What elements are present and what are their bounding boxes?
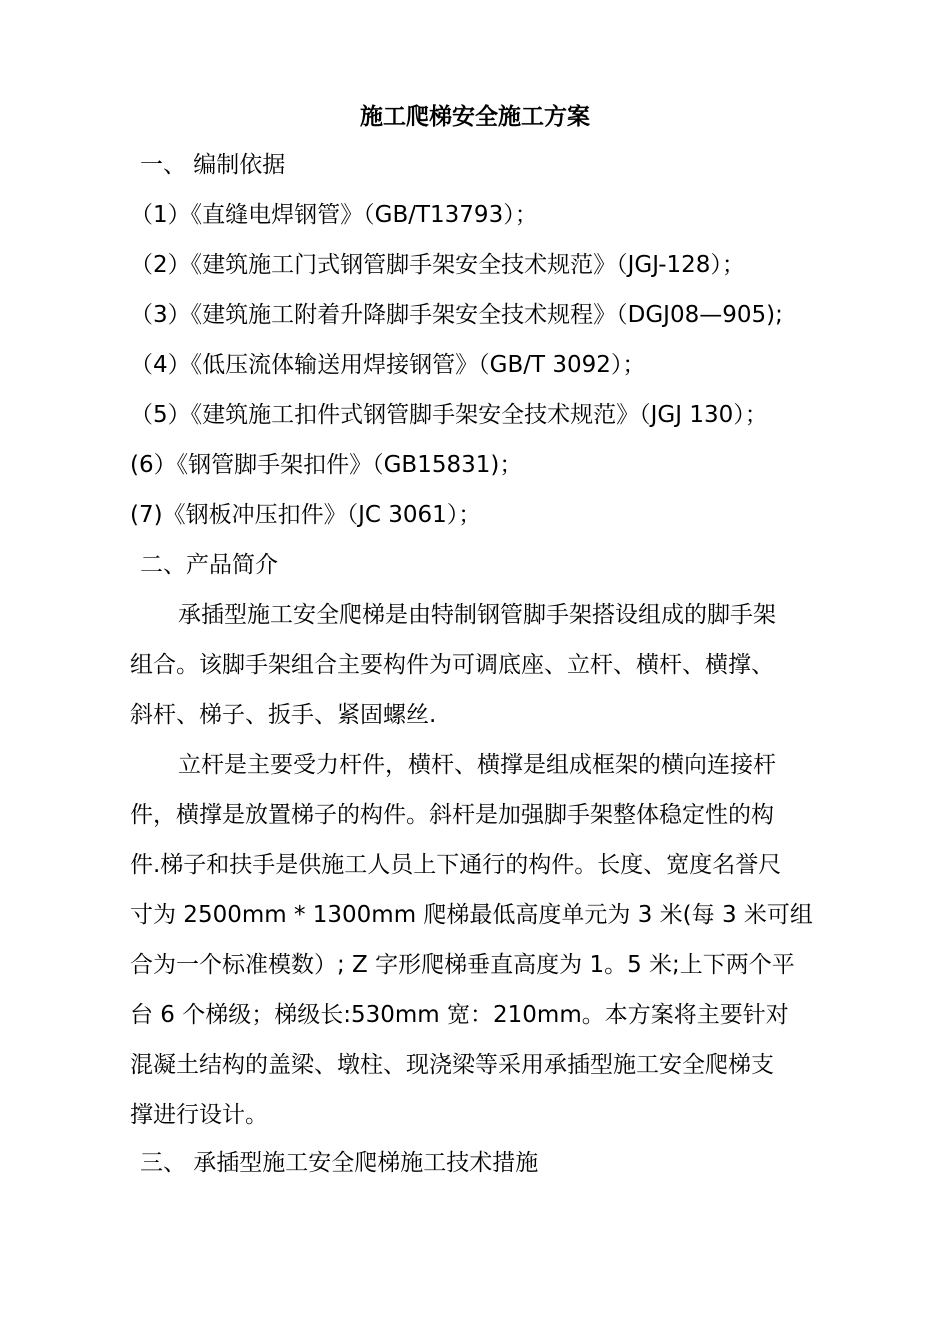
reference-item: （1）《直缝电焊钢管》（GB/T13793）； <box>130 202 538 228</box>
section-heading-product: 二、产品简介 <box>140 552 278 578</box>
reference-item: （5）《建筑施工扣件式钢管脚手架安全技术规范》（JGJ 130）； <box>130 402 768 428</box>
reference-item: (6）《钢管脚手架扣件》（GB15831)； <box>130 452 523 478</box>
paragraph-line: 混凝土结构的盖梁、墩柱、现浇梁等采用承插型施工安全爬梯支 <box>130 1052 774 1078</box>
paragraph-line: 寸为 2500mm * 1300mm 爬梯最低高度单元为 3 米(每 3 米可组 <box>130 902 813 928</box>
paragraph-line: 台 6 个梯级；梯级长:530mm 宽：210mm。本方案将主要针对 <box>130 1002 789 1028</box>
reference-item: （4）《低压流体输送用焊接钢管》（GB/T 3092）； <box>130 352 646 378</box>
paragraph-line: 件，横撑是放置梯子的构件。斜杆是加强脚手架整体稳定性的构 <box>130 802 774 828</box>
paragraph-line: 立杆是主要受力杆件，横杆、横撑是组成框架的横向连接杆 <box>178 752 776 778</box>
section-heading-basis: 一、 编制依据 <box>140 152 286 178</box>
paragraph-line: 组合。该脚手架组合主要构件为可调底座、立杆、横杆、横撑、 <box>130 652 774 678</box>
reference-item: （3）《建筑施工附着升降脚手架安全技术规程》（DGJ08—905); <box>130 302 783 328</box>
paragraph-line: 合为一个标准模数）; Z 字形爬梯垂直高度为 1。5 米;上下两个平 <box>130 952 795 978</box>
paragraph-line: 件.梯子和扶手是供施工人员上下通行的构件。长度、宽度名誉尺 <box>130 852 782 878</box>
paragraph-line: 斜杆、梯子、扳手、紧固螺丝. <box>130 702 437 728</box>
reference-item: （2）《建筑施工门式钢管脚手架安全技术规范》（JGJ-128）； <box>130 252 745 278</box>
paragraph-line: 承插型施工安全爬梯是由特制钢管脚手架搭设组成的脚手架 <box>178 602 776 628</box>
reference-item: (7)《钢板冲压扣件》（JC 3061）； <box>130 502 482 528</box>
document-title: 施工爬梯安全施工方案 <box>360 104 590 130</box>
section-heading-measures: 三、 承插型施工安全爬梯施工技术措施 <box>140 1150 539 1176</box>
paragraph-line: 撑进行设计。 <box>130 1102 268 1128</box>
